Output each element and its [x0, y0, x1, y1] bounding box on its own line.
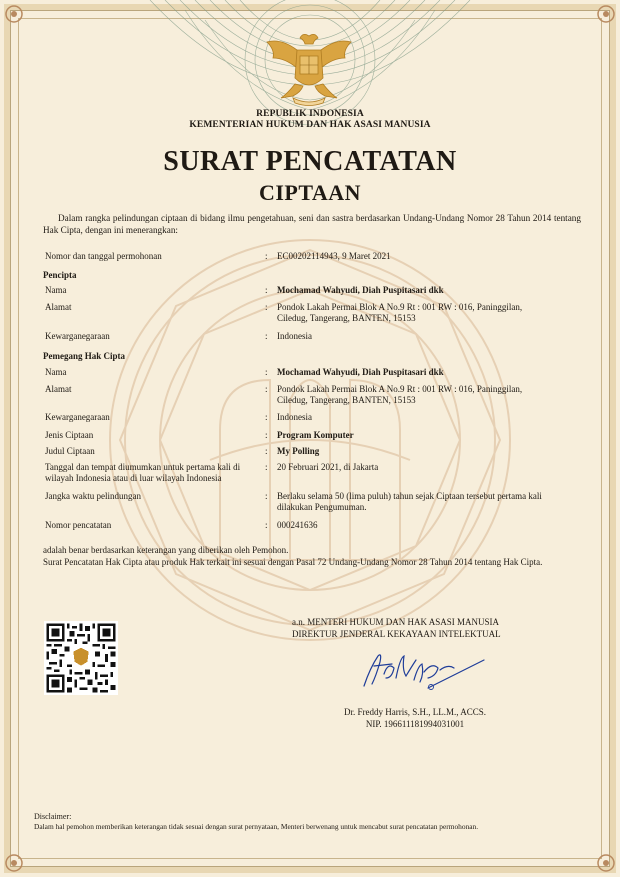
garuda-emblem-icon [263, 28, 355, 108]
field-label: Nama [45, 367, 67, 377]
header-ministry: KEMENTERIAN HUKUM DAN HAK ASASI MANUSIA [189, 120, 431, 130]
signatory-name: Dr. Freddy Harris, S.H., LL.M., ACCS. [343, 707, 486, 717]
field-separator: : [265, 302, 268, 312]
field-separator: : [265, 491, 268, 501]
disclaimer-title: Disclaimer: [34, 812, 72, 821]
page-title: SURAT PENCATATAN [163, 146, 457, 177]
field-separator: : [265, 384, 268, 394]
field-value: Mochamad Wahyudi, Diah Puspitasari dkk [277, 285, 444, 295]
field-value: Pondok Lakah Permai Blok A No.9 Rt : 001 RW : 016, Paninggilan, Ciledug, Tangerang, BANTEN, 15153 [277, 302, 523, 323]
field-label: Kewarganegaraan [45, 331, 110, 341]
field-label: Nomor dan tanggal permohonan [45, 251, 162, 261]
field-label: Alamat [45, 302, 72, 312]
corner-ornament-icon [594, 851, 618, 875]
field-value: 20 Februari 2021, di Jakarta [277, 462, 379, 472]
field-label: Nama [45, 285, 67, 295]
field-value: Pondok Lakah Permai Blok A No.9 Rt : 001 RW : 016, Paninggilan, Ciledug, Tangerang, BANTEN, 15153 [277, 384, 523, 405]
corner-ornament-icon [2, 2, 26, 26]
field-label: Jangka waktu pelindungan [45, 491, 141, 501]
corner-ornament-icon [594, 2, 618, 26]
field-separator: : [265, 430, 268, 440]
disclaimer-text: Dalam hal pemohon memberikan keterangan tidak sesuai dengan surat pernyataan, Menteri berwenang untuk mencabut surat pencatatan permohonan. [34, 822, 479, 831]
field-value: Program Komputer [277, 430, 354, 440]
header-country: REPUBLIK INDONESIA [256, 109, 364, 119]
field-separator: : [265, 331, 268, 341]
corner-ornament-icon [2, 851, 26, 875]
field-separator: : [265, 251, 268, 261]
field-value: Mochamad Wahyudi, Diah Puspitasari dkk [277, 367, 444, 377]
field-label: Jenis Ciptaan [45, 430, 94, 440]
signatory-nip: NIP. 196611181994031001 [365, 719, 465, 729]
field-separator: : [265, 462, 268, 472]
field-label: Kewarganegaraan [45, 412, 110, 422]
field-separator: : [265, 412, 268, 422]
field-value: Berlaku selama 50 (lima puluh) tahun sejak Ciptaan tersebut pertama kali dilakukan Pengumuman. [277, 491, 542, 512]
field-separator: : [265, 520, 268, 530]
section-heading-holder: Pemegang Hak Cipta [43, 351, 125, 361]
intro-paragraph: Dalam rangka pelindungan ciptaan di bidang ilmu pengetahuan, seni dan sastra berdasarkan Undang-Undang Nomor 28 Tahun 2014 tentang Hak Cipta, dengan ini menerangkan: [43, 213, 581, 235]
signatory-on-behalf: a.n. MENTERI HUKUM DAN HAK ASASI MANUSIA [292, 617, 499, 627]
closing-line-2: Surat Pencatatan Hak Cipta atau produk Hak terkait ini sesuai dengan Pasal 72 Undang-Undang Nomor 28 Tahun 2014 tentang Hak Cipta. [43, 556, 543, 567]
field-value: Indonesia [277, 412, 312, 422]
field-value: 000241636 [277, 520, 318, 530]
field-label: Judul Ciptaan [45, 446, 95, 456]
field-label: Nomor pencatatan [45, 520, 112, 530]
field-label: Tanggal dan tempat diumumkan untuk pertama kali di wilayah Indonesia atau di luar wilayah Indonesia [45, 462, 241, 483]
signatory-position: DIREKTUR JENDERAL KEKAYAAN INTELEKTUAL [292, 628, 501, 639]
field-value: Indonesia [277, 331, 312, 341]
field-value: EC00202114943, 9 Maret 2021 [277, 251, 391, 261]
page-subtitle: CIPTAAN [258, 180, 362, 205]
field-label: Alamat [45, 384, 72, 394]
closing-statement [43, 545, 581, 568]
field-separator: : [265, 285, 268, 295]
qr-code [44, 621, 118, 695]
field-value: My Polling [277, 446, 320, 456]
field-separator: : [265, 446, 268, 456]
section-heading-creator: Pencipta [43, 270, 77, 280]
field-separator: : [265, 367, 268, 377]
handwritten-signature [358, 648, 488, 693]
closing-line-1: adalah benar berdasarkan keterangan yang diberikan oleh Pemohon. [43, 545, 289, 555]
signatory-block [292, 617, 552, 640]
